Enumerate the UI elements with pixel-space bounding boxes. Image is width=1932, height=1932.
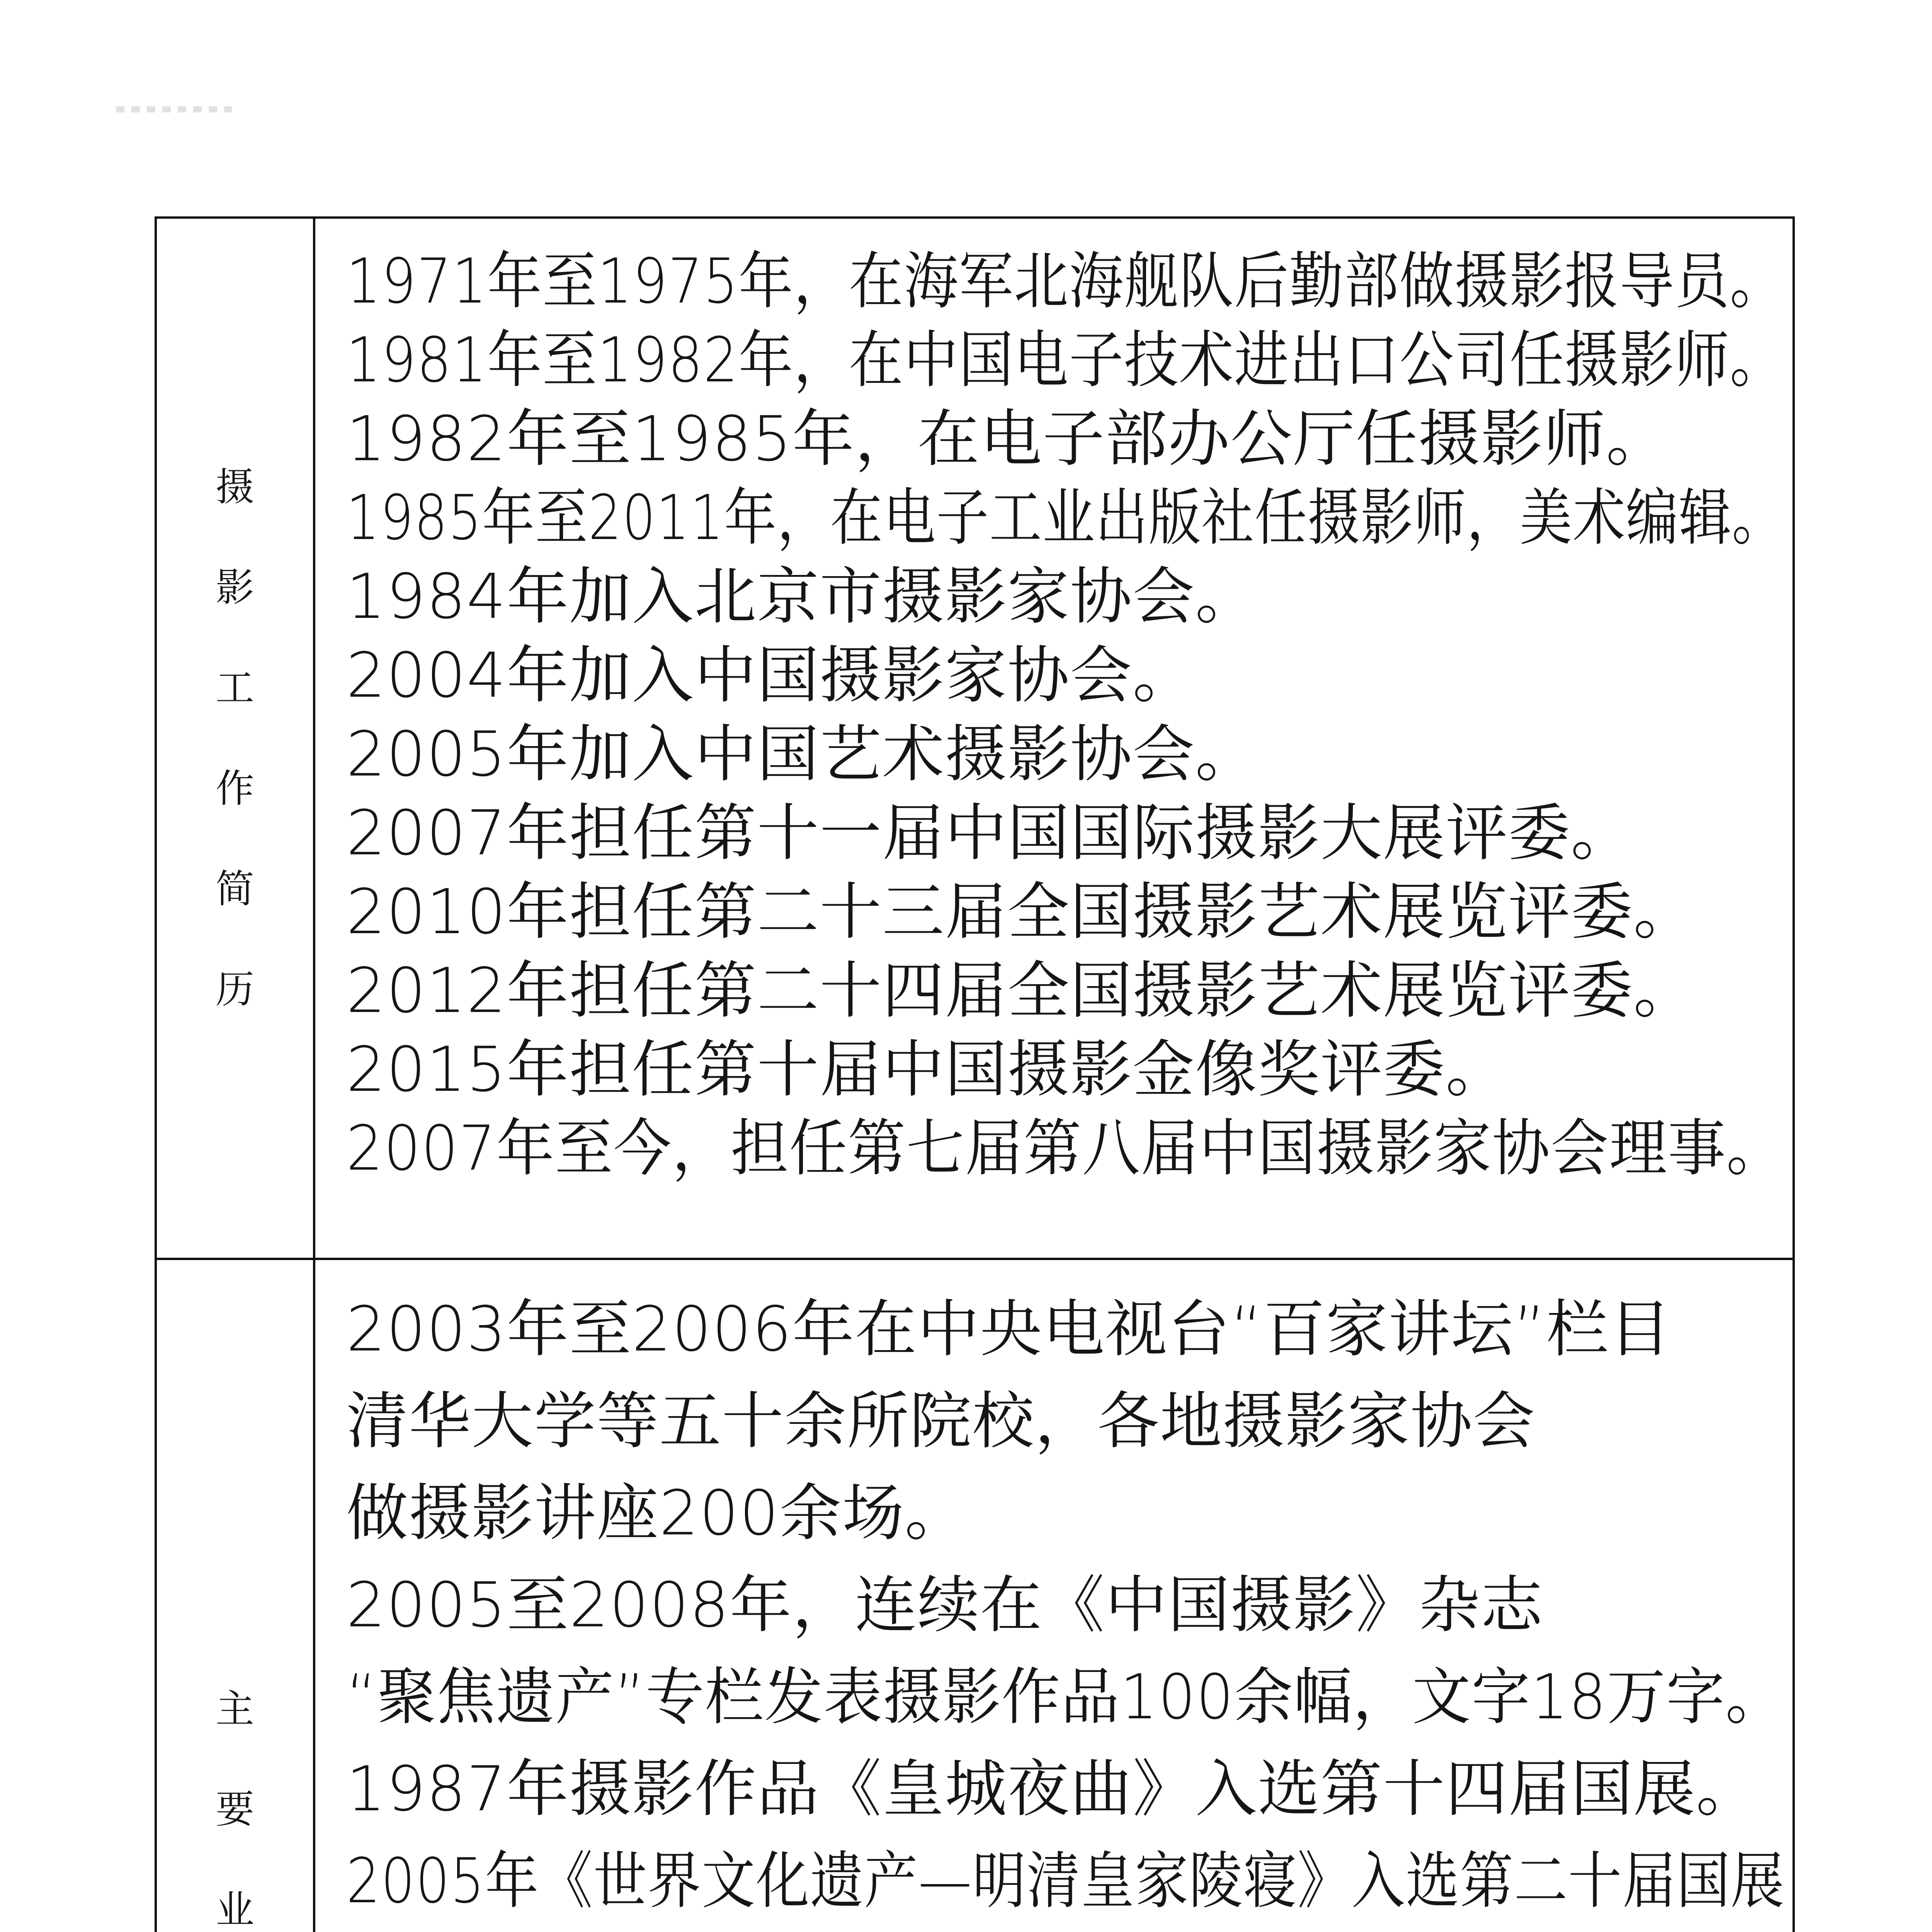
label-char: 影 (216, 565, 254, 610)
handwritten-line: 1987年摄影作品《皇城夜曲》入选第十四届国展。 (346, 1753, 1759, 1825)
work-history-label-cell (157, 219, 315, 1260)
work-history-content (315, 219, 1793, 1260)
handwritten-line: 1984年加入北京市摄影家协会。 (346, 560, 1258, 633)
handwritten-line: 1971年至1975年，在海军北海舰队后勤部做摄影报导员。 (346, 245, 1785, 317)
handwritten-line (346, 1927, 1776, 1932)
achievements-label (216, 1659, 254, 1932)
label-char: 摄 (216, 464, 254, 510)
label-char: 历 (216, 966, 254, 1012)
handwritten-line: 2007年担任第十一届中国国际摄影大展评委。 (346, 797, 1634, 869)
handwritten-line: 2005年加入中国艺术摄影协会。 (346, 718, 1258, 790)
label-char: 工 (216, 665, 254, 711)
handwritten-line: 2004年加入中国摄影家协会。 (346, 639, 1196, 711)
label-char: 简 (216, 866, 254, 912)
handwritten-line: “聚焦遗产”专栏发表摄影作品100余幅，文字18万字。 (346, 1661, 1785, 1733)
label-char: 主 (216, 1686, 254, 1731)
handwritten-line: 2010年担任第二十三届全国摄影艺术展览评委。 (346, 876, 1696, 948)
handwritten-line: 做摄影讲座200余场。 (346, 1477, 968, 1549)
resume-form-table (155, 216, 1795, 1932)
label-char: 要 (216, 1786, 254, 1832)
label-char: 业 (216, 1887, 254, 1932)
handwritten-line: 2007年至今，担任第七届第八届中国摄影家协会理事。 (346, 1112, 1785, 1184)
handwritten-line: 2012年担任第二十四届全国摄影艺术展览评委。 (346, 954, 1696, 1027)
handwritten-line: 2005年《世界文化遗产—明清皇家陵寝》入选第二十届国展 (346, 1845, 1785, 1917)
handwritten-line: 1981年至1982年，在中国电子技术进出口公司任摄影师。 (346, 324, 1785, 396)
work-history-label (216, 437, 254, 1040)
label-char: 作 (216, 765, 254, 811)
scan-artifact (116, 106, 232, 112)
handwritten-line: 1982年至1985年，在电子部办公厅任摄影师。 (346, 403, 1669, 475)
handwritten-line: 2005至2008年，连续在《中国摄影》杂志 (346, 1569, 1544, 1641)
achievements-content (315, 1260, 1793, 1932)
handwritten-line: 清华大学等五十余所院校，各地摄影家协会 (346, 1385, 1536, 1457)
achievements-label-cell (157, 1260, 315, 1932)
handwritten-line: 1985年至2011年，在电子工业出版社任摄影师，美术编辑。 (346, 481, 1785, 554)
handwritten-line: 2015年担任第十届中国摄影金像奖评委。 (346, 1033, 1509, 1105)
handwritten-line: 2003年至2006年在中央电视台“百家讲坛”栏目 (346, 1293, 1672, 1365)
